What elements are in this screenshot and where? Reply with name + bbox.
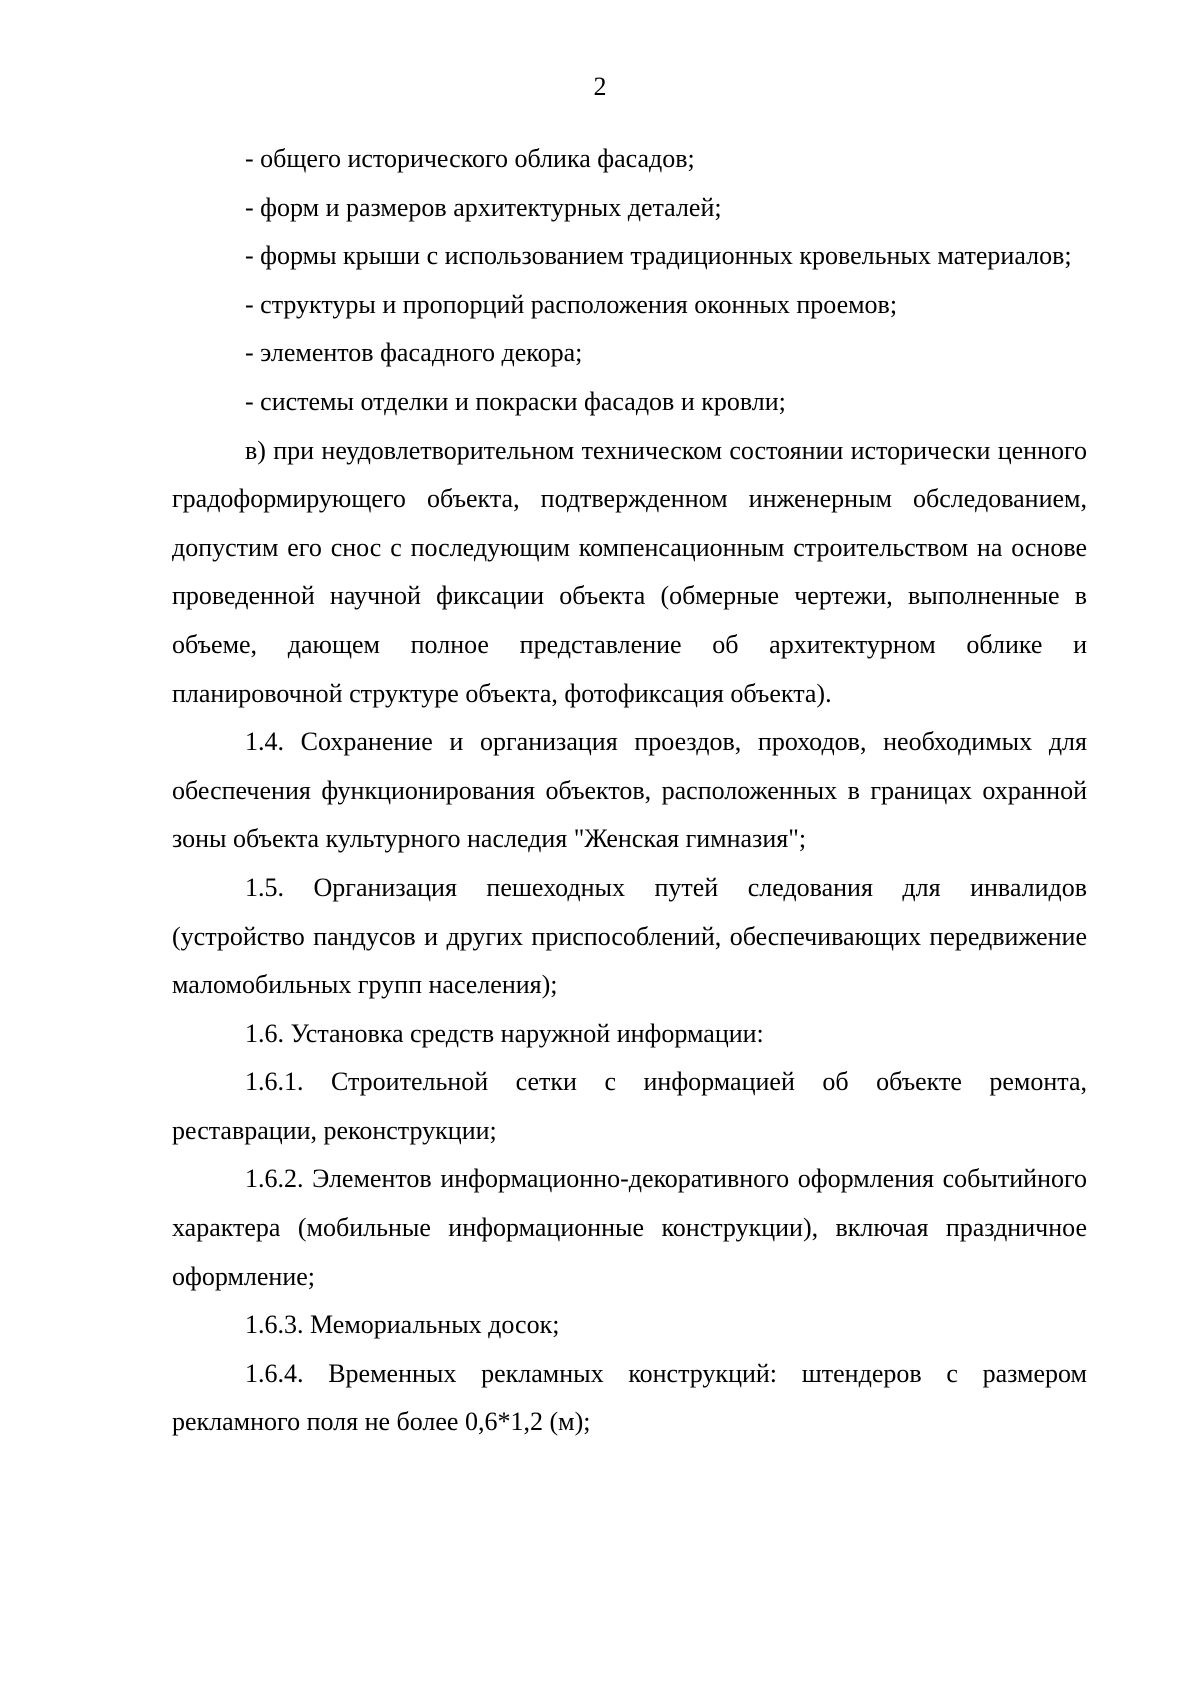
paragraph-demolition-clause: в) при неудовлетворительном техническом состоянии исторически ценного градоформирующего объекта, подтвержденном инженерным обследованием, допустим его снос с последующим компенсационным строительством на основе проведенной научной фиксации объекта (обмерные чертежи, выполненные в объеме, дающем полное представление об архитектурном облике и планировочной структуре объекта, фотофиксация объекта). xyxy=(172,435,1087,708)
paragraph-1-6-2: 1.6.2. Элементов информационно-декоративного оформления событийного характера (мобильные информационные конструкции), включая праздничное оформление; xyxy=(172,1164,1087,1291)
paragraph-window-openings: - структуры и пропорций расположения оконных проемов; xyxy=(245,289,898,319)
paragraph-1-6-1: 1.6.1. Строительной сетки с информацией об объекте ремонта, реставрации, реконструкции; xyxy=(172,1067,1087,1145)
paragraph-1-5: 1.5. Организация пешеходных путей следования для инвалидов (устройство пандусов и других приспособлений, обеспечивающих передвижение маломобильных групп населения); xyxy=(172,872,1087,1000)
page-number: 2 xyxy=(593,72,607,101)
document-body xyxy=(172,135,1087,1447)
paragraph-facade-appearance: - общего исторического облика фасадов; xyxy=(245,144,695,173)
paragraph-1-4: 1.4. Сохранение и организация проездов, проходов, необходимых для обеспечения функционирования объектов, расположенных в границах охранной зоны объекта культурного наследия "Женская гимназия"; xyxy=(172,727,1087,854)
paragraph-facade-decor: - элементов фасадного декора; xyxy=(245,338,583,368)
paragraph-1-6-3: 1.6.3. Мемориальных досок; xyxy=(245,1310,560,1340)
paragraph-1-6-4: 1.6.4. Временных рекламных конструкций: штендеров с размером рекламного поля не более 0,6*1,2 (м); xyxy=(172,1358,1087,1437)
paragraph-1-6: 1.6. Установка средств наружной информации: xyxy=(245,1018,764,1048)
paragraph-architectural-details: - форм и размеров архитектурных деталей; xyxy=(245,192,722,222)
paragraph-finishing-system: - системы отделки и покраски фасадов и кровли; xyxy=(245,386,786,416)
paragraph-roof-form: - формы крыши с использованием традиционных кровельных материалов; xyxy=(245,241,1072,271)
